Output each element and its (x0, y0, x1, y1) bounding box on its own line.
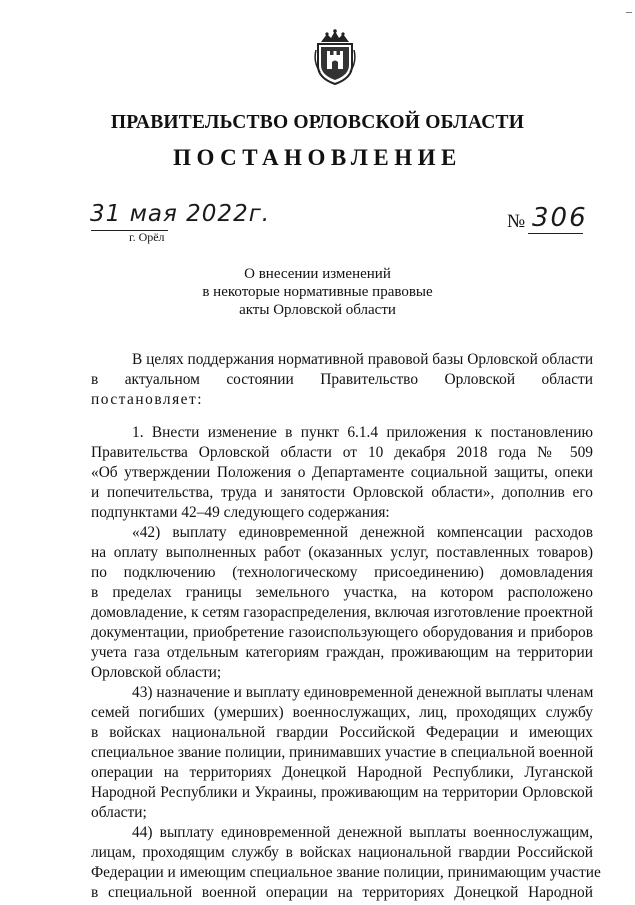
body-line: постановляет: (91, 391, 203, 408)
body-line: в войсках национальной гвардии Российской Федерации и имеющих (91, 724, 593, 741)
body-line: на оплату выполненных работ (оказанных услуг, поставленных товаров) (91, 544, 593, 561)
body-line: учета газа отдельным категориям граждан, проживающим на территории (91, 644, 593, 661)
body-line: и попечительства, труда и занятости Орловской области», дополнив его (91, 484, 593, 501)
body-line: «Об утверждении Положения о Департаменте социальной защиты, опеки (91, 464, 593, 481)
body-line: операции на территориях Донецкой Народной Республики, Луганской (91, 764, 593, 781)
body-line: Правительства Орловской области от 10 декабря 2018 года № 509 (91, 444, 593, 461)
body-line: «42) выплату единовременной денежной компенсации расходов (132, 524, 593, 541)
body-line: В целях поддержания нормативной правовой базы Орловской области (132, 351, 594, 368)
body-line: в актуальном состоянии Правительство Орловской области (91, 371, 593, 388)
document-subject (0, 265, 635, 319)
body-line: по подключению (технологическому присоединению) домовладения (91, 564, 593, 581)
body-line: домовладение, к сетям газораспределения, включая изготовление проектной (91, 604, 593, 621)
corner-mark: _ (626, 0, 632, 14)
number-label: № (507, 211, 526, 232)
number-underline (528, 233, 583, 234)
body-line: в специальной военной операции на территориях Донецкой Народной (91, 884, 593, 901)
body-line: Народной Республики и Украины, проживающим на территории Орловской (91, 784, 593, 801)
body-line: 43) назначение и выплату единовременной денежной выплаты членам (132, 684, 594, 701)
body-line: Федерации и имеющим специальное звание полиции, принимающим участие (91, 864, 601, 881)
handwritten-date: 31 мая 2022г. (90, 201, 271, 227)
body-line: Орловской области; (91, 664, 222, 681)
subject-line: в некоторые нормативные правовые (202, 284, 433, 300)
subject-line: акты Орловской области (239, 302, 396, 318)
body-line: подпунктами 42–49 следующего содержания: (91, 504, 390, 521)
city-label: г. Орёл (129, 230, 165, 244)
body-line: 44) выплату единовременной денежной выплаты военнослужащим, (132, 824, 593, 841)
body-line: специальное звание полиции, принимавших участие в специальной военной (91, 744, 594, 761)
body-line: семей погибших (умерших) военнослужащих, лиц, проходящих службу (91, 704, 593, 721)
body-line: лицам, проходящим службу в войсках национальной гвардии Российской (91, 844, 593, 861)
document-type-title: ПОСТАНОВЛЕНИЕ (173, 145, 462, 170)
body-line: области; (91, 804, 147, 821)
body-line: документации, приобретение газоиспользующего оборудования и приборов (91, 624, 593, 641)
coat-of-arms-emblem (313, 28, 357, 86)
organization-title: ПРАВИТЕЛЬСТВО ОРЛОВСКОЙ ОБЛАСТИ (110, 112, 525, 133)
handwritten-number: 306 (532, 203, 588, 233)
body-line: 1. Внести изменение в пункт 6.1.4 приложения к постановлению (132, 424, 593, 441)
subject-line: О внесении изменений (244, 266, 391, 282)
body-line: в пределах границы земельного участка, на котором расположено (91, 584, 593, 601)
